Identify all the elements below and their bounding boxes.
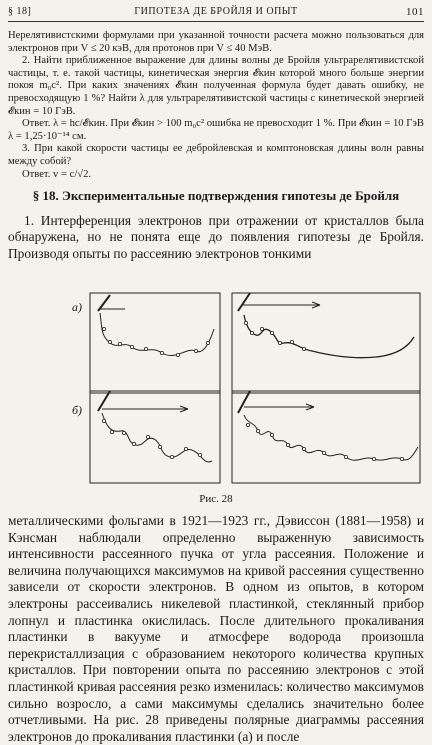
incident-beam-b-left <box>98 391 110 411</box>
problem-3: 3. При какой скорости частицы ее дебройлевская и комптоновская длины волн равны между собой? <box>8 143 424 167</box>
paragraph-1-block <box>8 213 424 262</box>
panel-b-left-frame <box>90 391 220 483</box>
figure-label-b: б) <box>72 403 83 417</box>
polar-diagrams <box>0 285 432 485</box>
section-heading: § 18. Экспериментальные подтверждения гипотезы де Бройля <box>32 188 400 203</box>
problem-2-answer: Ответ. λ = hc/𝓔кин. При 𝓔кин > 100 m₀c² ошибка не превосходит 1 %. При 𝓔кин = 10 ГэВ λ = 1,25·10⁻¹⁴ см. <box>8 118 424 142</box>
problem-3-answer: Ответ. v = c/√2. <box>22 168 92 180</box>
panel-a-right-frame <box>232 293 420 393</box>
scattering-curve-a-left <box>100 313 214 356</box>
header-rule <box>8 21 424 22</box>
figure-28 <box>0 285 432 485</box>
scattering-curve-a-right <box>244 315 414 358</box>
paragraph-1: 1. Интерференция электронов при отражении от кристаллов была обнаружена, но не понята еще до появления гипотезы де Бройля. Производя опыты по рассеянию электронов тонкими <box>8 213 424 261</box>
figure-label-a: а) <box>72 300 82 314</box>
running-title: ГИПОТЕЗА ДЕ БРОЙЛЯ И ОПЫТ <box>134 6 298 17</box>
incident-beam-a-right <box>238 293 250 311</box>
scattering-curve-b-left <box>102 413 212 462</box>
paragraph-2: металлическими фольгами в 1921—1923 гг., Дэвиссон (1881—1958) и Кэнсман наблюдали определенно выраженную зависимость интенсивности рассеянного пучка от угла рассеяния. Положение и величина получающихся максимумов на кривой рассеяния существенно зависели от скорости электронов. В одном из опытов, в котором электроны рассеивались никелевой пластинкой, стеклянный прибор лопнул и пластинка окислилась. После длительного прокаливания пластинки в вакууме и атмосфере водорода произошла перекристаллизация с образованием некоторого количества крупных кристаллов. При повторении опыта по рассеянию электронов с этой пластинкой кривая рассеяния резко изменилась: количество максимумов сильно возросло, а сами максимумы сделались значительно более отчетливыми. На рис. 28 приведены полярные диаграммы рассеяния электронов до прокаливания пластинки (а) и после <box>8 513 424 744</box>
problem-1-tail: Нерелятивистскими формулами при указанной точности расчета можно пользоваться для электронов при V ≤ 20 кэВ, для протонов при V ≤ 40 МэВ. <box>8 30 424 54</box>
paragraph-2-block <box>8 513 424 745</box>
page-number: 101 <box>406 6 424 18</box>
section-reference: § 18] <box>8 6 32 17</box>
incident-beam-b-right <box>238 391 250 413</box>
panel-b-right-frame <box>232 391 420 483</box>
problem-2: 2. Найти приближенное выражение для длины волны де Бройля ультрарелятивистской частицы, т. е. такой частицы, кинетическая энергия 𝓔кин которой много больше энергии покоя m₀c². При каких значениях 𝓔кин полученная формула будет давать ошибку, не превосходящую 1 %? Найти λ для ультрарелятивистской частицы с кинетической энергией 𝓔кин = 10 ГэВ. <box>8 55 424 117</box>
running-header <box>8 6 424 22</box>
scattering-curve-b-right <box>244 415 418 460</box>
figure-caption: Рис. 28 <box>199 493 233 505</box>
problems-block <box>8 30 424 181</box>
